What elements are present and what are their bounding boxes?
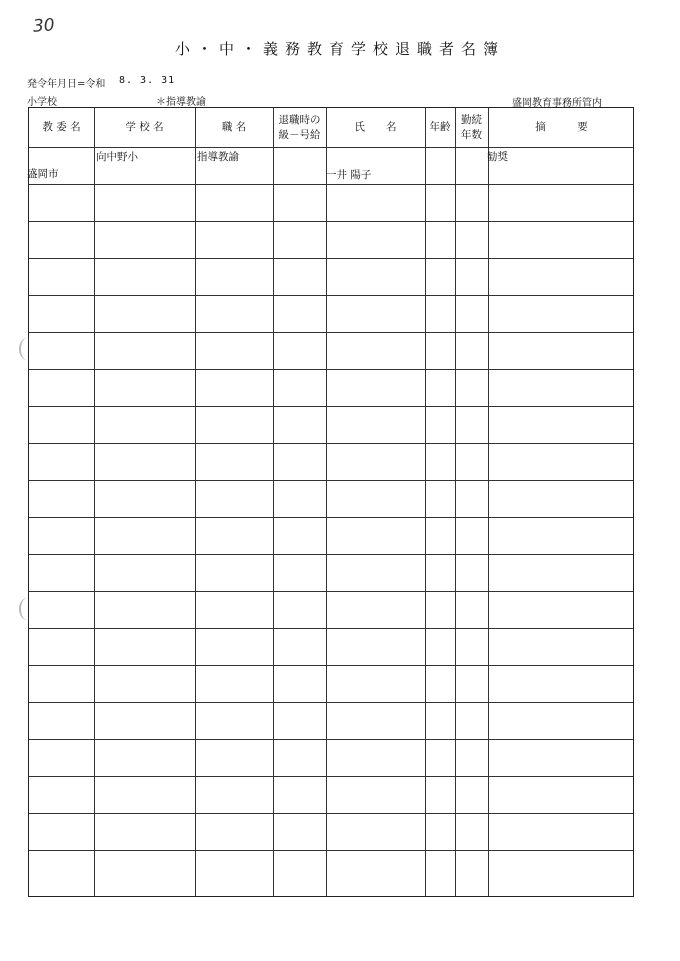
row-divider xyxy=(29,850,633,851)
row-divider xyxy=(29,406,633,407)
row-divider xyxy=(29,295,633,296)
row-divider xyxy=(29,813,633,814)
row-divider xyxy=(29,443,633,444)
header-years: 勤続 年数 xyxy=(461,113,482,141)
row-divider xyxy=(29,258,633,259)
issue-date-value: 8. 3. 31 xyxy=(119,75,176,86)
row-divider xyxy=(29,702,633,703)
position-note: ＊指導教諭 xyxy=(156,97,206,108)
row-divider xyxy=(29,517,633,518)
row-divider xyxy=(29,665,633,666)
row-divider xyxy=(29,776,633,777)
entry-remarks: 勧奨 xyxy=(487,151,508,163)
row-divider xyxy=(29,369,633,370)
header-name: 氏 名 xyxy=(354,121,397,133)
column-divider xyxy=(326,108,327,896)
entry-name: 一井 陽子 xyxy=(326,169,372,181)
header-age: 年齢 xyxy=(429,121,451,133)
issue-date-label: 発令年月日=令和 xyxy=(27,79,106,90)
row-divider xyxy=(29,628,633,629)
row-divider xyxy=(29,739,633,740)
page-title: 小・中・義務教育学校退職者名簿 xyxy=(174,40,505,58)
header-remarks: 摘 要 xyxy=(535,121,588,133)
row-divider xyxy=(29,554,633,555)
header-school: 学 校 名 xyxy=(125,121,164,133)
hole-punch-mark xyxy=(19,598,35,620)
hole-punch-mark xyxy=(19,338,35,360)
header-grade: 退職時の 級－号給 xyxy=(278,113,321,141)
row-divider xyxy=(29,332,633,333)
roster-table xyxy=(28,107,634,897)
header-position: 職 名 xyxy=(221,121,247,133)
row-divider xyxy=(29,184,633,185)
school-type: 小学校 xyxy=(27,97,57,108)
row-divider xyxy=(29,221,633,222)
row-divider xyxy=(29,591,633,592)
office-name: 盛岡教育事務所管内 xyxy=(512,98,602,109)
handwritten-number: 30 xyxy=(32,15,56,37)
entry-school: 向中野小 xyxy=(96,151,138,163)
column-divider xyxy=(94,108,95,896)
row-divider xyxy=(29,147,633,148)
entry-board: 盛岡市 xyxy=(27,168,59,180)
header-board: 教 委 名 xyxy=(42,121,81,133)
column-divider xyxy=(195,108,196,896)
column-divider xyxy=(425,108,426,896)
column-divider xyxy=(273,108,274,896)
column-divider xyxy=(455,108,456,896)
column-divider xyxy=(488,108,489,896)
entry-position: 指導教諭 xyxy=(197,151,239,163)
row-divider xyxy=(29,480,633,481)
